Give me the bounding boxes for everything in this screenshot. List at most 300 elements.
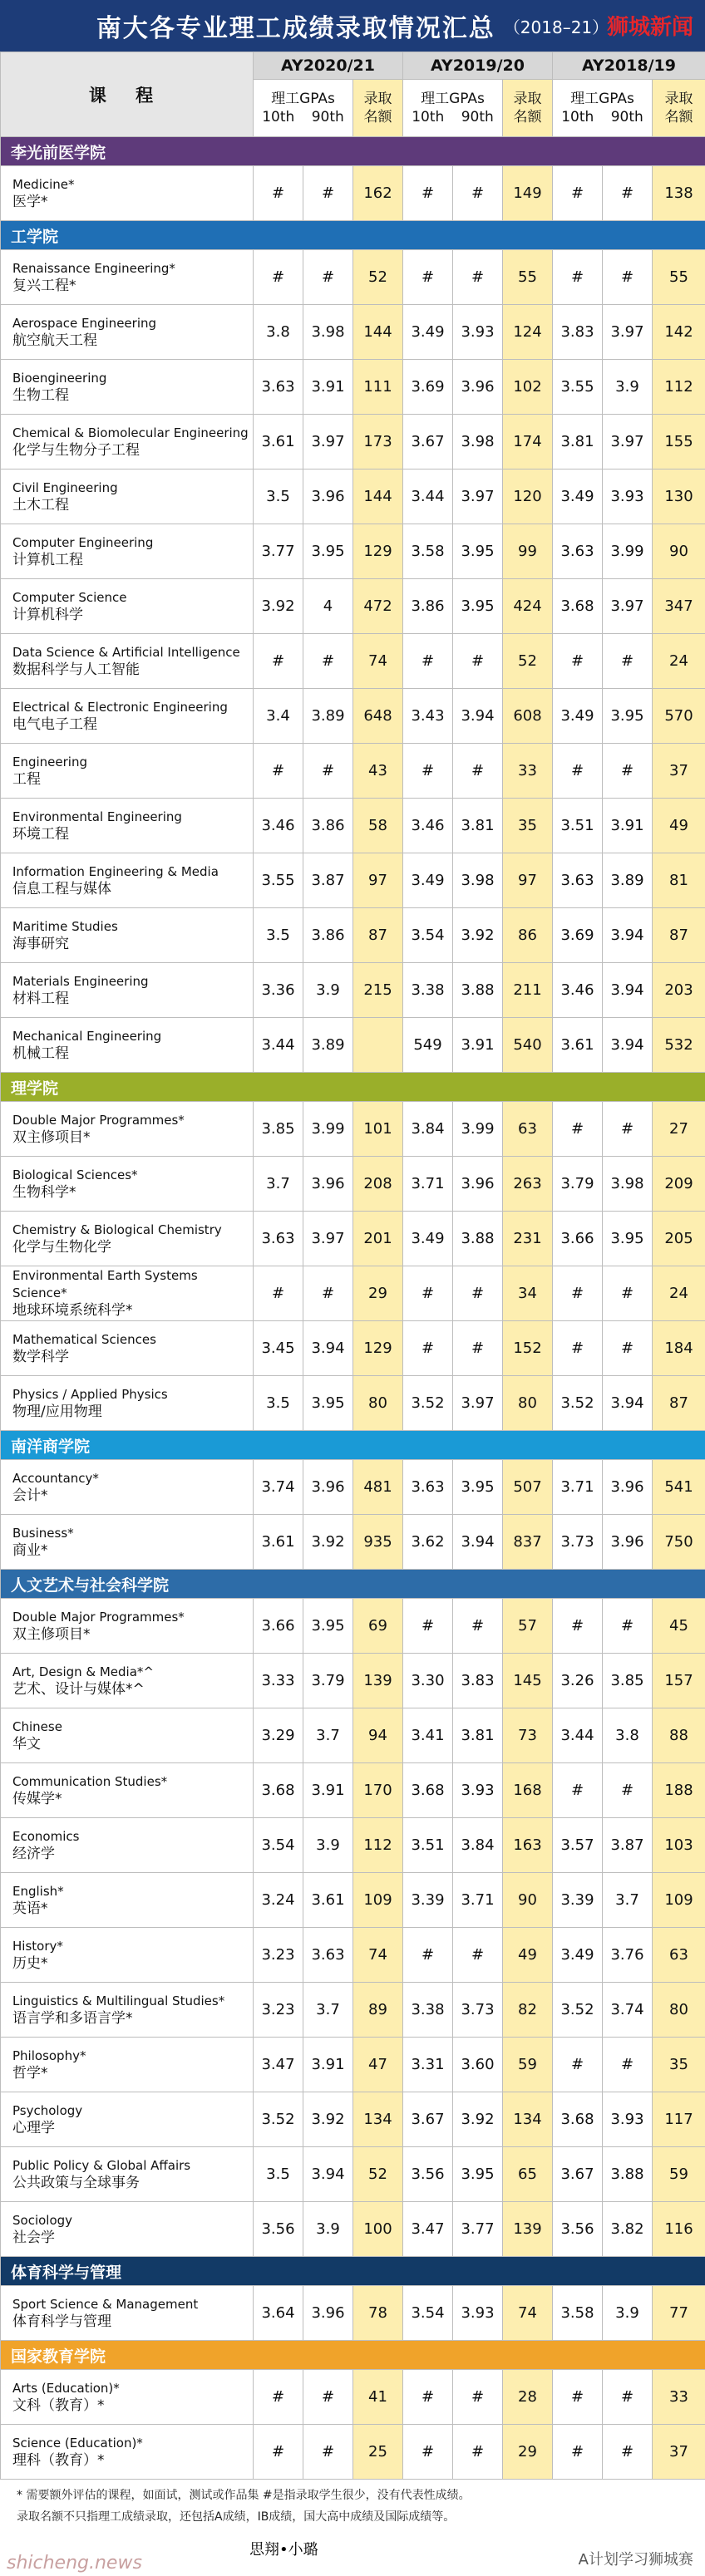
section-header-row xyxy=(1,2341,705,2370)
course-name-zh: 计算机科学 xyxy=(12,606,83,623)
gpa-10th-cell: 3.44 xyxy=(553,1708,603,1763)
table-row xyxy=(1,360,705,415)
gpa-10th-cell: 3.61 xyxy=(553,1018,603,1073)
course-name-en: Electrical & Electronic Engineering xyxy=(12,699,228,715)
gpa-90th-cell: 3.95 xyxy=(303,524,353,579)
gpa-90th-cell: 3.85 xyxy=(603,1654,653,1708)
gpa-90th-cell: 3.60 xyxy=(453,2038,503,2092)
quota-cell: 134 xyxy=(503,2092,553,2147)
gpa-90th-cell: 3.88 xyxy=(453,1212,503,1266)
quota-cell: 24 xyxy=(653,1266,705,1321)
course-name-en: Mechanical Engineering xyxy=(12,1028,162,1044)
course-name-zh: 海事研究 xyxy=(12,935,69,952)
quota-cell: 540 xyxy=(503,1018,553,1073)
gpa-10th-cell: # xyxy=(403,634,453,689)
course-name-en: Chemistry & Biological Chemistry xyxy=(12,1222,222,1237)
gpa-90th-cell: 3.9 xyxy=(303,2202,353,2257)
table-row xyxy=(1,1018,705,1073)
quota-cell: 472 xyxy=(353,579,403,634)
section-title: 国家教育学院 xyxy=(1,2341,705,2370)
gpa-10th-cell: 3.52 xyxy=(553,1376,603,1431)
gpa-90th-cell: 3.89 xyxy=(303,1018,353,1073)
gpa-90th-cell: 3.91 xyxy=(303,2038,353,2092)
course-name-cell xyxy=(1,1321,254,1376)
gpa-90th-cell: 3.96 xyxy=(303,1157,353,1212)
quota-cell: 25 xyxy=(353,2425,403,2480)
course-name-zh: 社会学 xyxy=(12,2229,55,2246)
gpa-10th-cell: 3.73 xyxy=(553,1515,603,1570)
gpa-90th-cell: 3.99 xyxy=(453,1102,503,1157)
gpa-10th-cell: 3.74 xyxy=(254,1460,303,1515)
quota-cell: 33 xyxy=(653,2370,705,2425)
quota-cell: 145 xyxy=(503,1654,553,1708)
course-name-zh: 会计* xyxy=(12,1487,48,1504)
course-name-en: Economics xyxy=(12,1828,80,1844)
course-name-cell xyxy=(1,1983,254,2038)
gpa-label: 理工GPAs xyxy=(570,91,634,107)
gpa-10th-cell: # xyxy=(254,1266,303,1321)
course-name-cell xyxy=(1,1102,254,1157)
gpa-90th-cell: # xyxy=(303,2425,353,2480)
gpa-90th-cell: 4 xyxy=(303,579,353,634)
course-name-cell xyxy=(1,166,254,221)
section-header-row xyxy=(1,221,705,250)
gpa-90th-cell: 3.96 xyxy=(303,469,353,524)
gpa-90th-cell: 3.98 xyxy=(453,853,503,908)
quota-cell: 209 xyxy=(653,1157,705,1212)
gpa-90th-cell: 3.61 xyxy=(303,1873,353,1928)
table-row xyxy=(1,799,705,853)
gpa-10th-cell: # xyxy=(403,2370,453,2425)
section-header-row xyxy=(1,2257,705,2286)
course-name-cell xyxy=(1,634,254,689)
table-row xyxy=(1,2425,705,2480)
table-row xyxy=(1,1983,705,2038)
quota-cell: 124 xyxy=(503,305,553,360)
gpa-10th-cell: 3.84 xyxy=(403,1102,453,1157)
quota-cell: 80 xyxy=(353,1376,403,1431)
footnote xyxy=(0,2480,705,2533)
gpa-10th-cell: 3.44 xyxy=(254,1018,303,1073)
gpa-10th-cell: 3.69 xyxy=(553,908,603,963)
ay-header-2021: AY2020/21 xyxy=(254,52,403,80)
quota-cell: 129 xyxy=(353,1321,403,1376)
gpa-90th-cell: 3.92 xyxy=(453,2092,503,2147)
gpa-10th-cell: 3.58 xyxy=(403,524,453,579)
gpa-10th-cell: 3.52 xyxy=(553,1983,603,2038)
quota-subheader xyxy=(653,80,705,137)
gpa-10th-cell: 3.63 xyxy=(553,524,603,579)
year-range: （2018–21） xyxy=(503,17,609,37)
course-name-en: Sociology xyxy=(12,2212,73,2228)
quota-cell: 541 xyxy=(653,1460,705,1515)
quota-cell: 80 xyxy=(503,1376,553,1431)
gpa-90th-cell: 3.95 xyxy=(453,1460,503,1515)
course-name-zh: 材料工程 xyxy=(12,990,69,1007)
gpa-10th-cell: 3.36 xyxy=(254,963,303,1018)
gpa-90th-cell: 3.9 xyxy=(303,963,353,1018)
gpa-10th-cell: 3.68 xyxy=(553,579,603,634)
quota-label-2: 名额 xyxy=(363,109,392,125)
gpa-90th-cell: # xyxy=(453,1928,503,1983)
gpa-10th-cell: 3.29 xyxy=(254,1708,303,1763)
course-name-en: Biological Sciences* xyxy=(12,1167,138,1182)
quota-cell: 57 xyxy=(503,1599,553,1654)
quota-cell: 63 xyxy=(503,1102,553,1157)
gpa-90th-cell: 3.79 xyxy=(303,1654,353,1708)
gpa-10th-cell: # xyxy=(553,2425,603,2480)
table-title-bar xyxy=(0,0,705,52)
gpa-10th-cell: # xyxy=(254,2425,303,2480)
gpa-10th-cell: 3.38 xyxy=(403,963,453,1018)
account-name: A计划学习狮城赛 xyxy=(578,2551,693,2569)
course-name-cell xyxy=(1,1376,254,1431)
gpa-90th-cell: 3.99 xyxy=(303,1102,353,1157)
quota-cell: 109 xyxy=(653,1873,705,1928)
section-header-row xyxy=(1,1073,705,1102)
quota-cell: 41 xyxy=(353,2370,403,2425)
course-name-cell xyxy=(1,744,254,799)
course-name-en: Chemical & Biomolecular Engineering xyxy=(12,425,249,440)
course-name-zh: 英语* xyxy=(12,1900,48,1917)
gpa-10th-cell: 3.46 xyxy=(553,963,603,1018)
quota-cell: 37 xyxy=(653,744,705,799)
course-name-cell xyxy=(1,2202,254,2257)
quota-cell: 97 xyxy=(353,853,403,908)
gpa-10th-cell: 3.31 xyxy=(403,2038,453,2092)
section-header-row xyxy=(1,1570,705,1599)
gpa-10th-cell: # xyxy=(553,744,603,799)
course-name-cell xyxy=(1,469,254,524)
course-name-zh: 化学与生物化学 xyxy=(12,1238,111,1256)
course-name-en: Physics / Applied Physics xyxy=(12,1386,168,1402)
table-row xyxy=(1,1763,705,1818)
course-name-zh: 传媒学* xyxy=(12,1790,62,1807)
table-row xyxy=(1,2147,705,2202)
gpa-10th-cell: 3.55 xyxy=(254,853,303,908)
gpa-10th-cell: 3.7 xyxy=(254,1157,303,1212)
quota-label-1: 录取 xyxy=(513,91,542,107)
quota-label-2: 名额 xyxy=(664,109,693,125)
course-name-zh: 哲学* xyxy=(12,2064,48,2082)
course-header: 课 程 xyxy=(1,52,254,137)
gpa-10th-cell: # xyxy=(553,1599,603,1654)
gpa-10th-cell: 3.33 xyxy=(254,1654,303,1708)
gpa-10th-cell: # xyxy=(553,634,603,689)
section-title: 理学院 xyxy=(1,1073,705,1102)
gpa-10th-cell: 3.56 xyxy=(403,2147,453,2202)
course-name-zh: 经济学 xyxy=(12,1845,55,1862)
quota-cell: 63 xyxy=(653,1928,705,1983)
table-body xyxy=(1,137,705,2480)
quota-cell: 78 xyxy=(353,2286,403,2341)
quota-cell: 97 xyxy=(503,853,553,908)
course-name-zh: 计算机工程 xyxy=(12,551,83,568)
table-row xyxy=(1,305,705,360)
quota-label-2: 名额 xyxy=(513,109,542,125)
gpa-10th-cell: 3.63 xyxy=(254,360,303,415)
gpa-90th-cell: # xyxy=(603,166,653,221)
quota-cell: 37 xyxy=(653,2425,705,2480)
quota-cell: 152 xyxy=(503,1321,553,1376)
gpa-90th-cell: # xyxy=(603,2038,653,2092)
gpa-90th-cell: 3.76 xyxy=(603,1928,653,1983)
gpa-90th-cell: 3.95 xyxy=(603,1212,653,1266)
course-name-zh: 生物科学* xyxy=(12,1183,76,1201)
quota-cell: 29 xyxy=(353,1266,403,1321)
gpa-90th-cell: 3.63 xyxy=(303,1928,353,1983)
gpa-10th-cell: 3.52 xyxy=(403,1376,453,1431)
gpa-10th-cell: 3.66 xyxy=(254,1599,303,1654)
quota-cell: 101 xyxy=(353,1102,403,1157)
course-name-en: Science (Education)* xyxy=(12,2435,143,2451)
percentile-90-label: 90th xyxy=(610,109,643,125)
gpa-90th-cell: # xyxy=(453,2370,503,2425)
gpa-10th-cell: 3.54 xyxy=(254,1818,303,1873)
quota-cell: 59 xyxy=(653,2147,705,2202)
gpa-90th-cell: 3.99 xyxy=(603,524,653,579)
quota-cell: 129 xyxy=(353,524,403,579)
gpa-10th-cell: # xyxy=(553,166,603,221)
gpa-90th-cell: 3.98 xyxy=(453,415,503,469)
gpa-90th-cell: 3.88 xyxy=(453,963,503,1018)
quota-cell: 49 xyxy=(653,799,705,853)
gpa-label: 理工GPAs xyxy=(271,91,335,107)
gpa-90th-cell: # xyxy=(603,1763,653,1818)
author-name: 思翔•小璐 xyxy=(249,2541,318,2559)
gpa-10th-cell: 3.62 xyxy=(403,1515,453,1570)
percentile-10-label: 10th xyxy=(262,109,295,125)
gpa-10th-cell: # xyxy=(553,1102,603,1157)
gpa-90th-cell: 3.98 xyxy=(303,305,353,360)
gpa-10th-cell: # xyxy=(553,1266,603,1321)
gpa-10th-cell: 3.81 xyxy=(553,415,603,469)
course-name-cell xyxy=(1,1018,254,1073)
course-name-zh: 语言学和多语言学* xyxy=(12,2009,133,2027)
quota-cell: 52 xyxy=(503,634,553,689)
quota-cell: 102 xyxy=(503,360,553,415)
course-name-en: Double Major Programmes* xyxy=(12,1112,185,1128)
course-name-zh: 地球环境系统科学* xyxy=(12,1302,133,1319)
gpa-90th-cell: 3.95 xyxy=(603,689,653,744)
gpa-10th-cell: 3.64 xyxy=(254,2286,303,2341)
gpa-90th-cell: 3.94 xyxy=(603,963,653,1018)
gpa-90th-cell: 3.91 xyxy=(603,799,653,853)
quota-cell: 80 xyxy=(653,1983,705,2038)
quota-cell: 507 xyxy=(503,1460,553,1515)
quota-cell: 74 xyxy=(353,1928,403,1983)
gpa-10th-cell: # xyxy=(403,1599,453,1654)
gpa-90th-cell: 3.96 xyxy=(603,1460,653,1515)
gpa-10th-cell: 3.61 xyxy=(254,1515,303,1570)
table-row xyxy=(1,1928,705,1983)
signature-bar xyxy=(0,2531,705,2576)
gpa-90th-cell: 3.96 xyxy=(603,1515,653,1570)
gpa-10th-cell: 3.49 xyxy=(553,689,603,744)
gpa-10th-cell: 3.24 xyxy=(254,1873,303,1928)
table-row xyxy=(1,1212,705,1266)
quota-cell: 74 xyxy=(503,2286,553,2341)
quota-cell: 144 xyxy=(353,305,403,360)
quota-cell: 570 xyxy=(653,689,705,744)
course-name-zh: 历史* xyxy=(12,1954,48,1972)
course-name-en: Accountancy* xyxy=(12,1470,99,1486)
gpa-10th-cell: 3.49 xyxy=(403,1212,453,1266)
gpa-90th-cell: 3.88 xyxy=(603,2147,653,2202)
gpa-10th-cell: 3.23 xyxy=(254,1928,303,1983)
quota-cell: 837 xyxy=(503,1515,553,1570)
gpa-90th-cell: 3.95 xyxy=(303,1599,353,1654)
gpa-90th-cell: 3.94 xyxy=(453,689,503,744)
table-row xyxy=(1,1818,705,1873)
percentile-90-label: 90th xyxy=(311,109,344,125)
gpa-90th-cell: # xyxy=(303,1266,353,1321)
quota-cell: 347 xyxy=(653,579,705,634)
gpa-10th-cell: 3.5 xyxy=(254,1376,303,1431)
gpa-10th-cell: # xyxy=(553,1763,603,1818)
gpa-10th-cell: 3.44 xyxy=(403,469,453,524)
ay-header-2020: AY2019/20 xyxy=(403,52,553,80)
quota-cell: 139 xyxy=(503,2202,553,2257)
quota-cell: 203 xyxy=(653,963,705,1018)
quota-cell: 35 xyxy=(653,2038,705,2092)
quota-cell: 112 xyxy=(653,360,705,415)
table-row xyxy=(1,908,705,963)
quota-cell: 73 xyxy=(503,1708,553,1763)
course-name-en: Bioengineering xyxy=(12,370,107,386)
quota-cell: 173 xyxy=(353,415,403,469)
gpa-10th-cell: # xyxy=(254,2370,303,2425)
course-name-zh: 物理/应用物理 xyxy=(12,1403,102,1420)
gpa-90th-cell: 3.87 xyxy=(603,1818,653,1873)
quota-cell: 205 xyxy=(653,1212,705,1266)
gpa-10th-cell: 3.5 xyxy=(254,469,303,524)
table-row xyxy=(1,524,705,579)
quota-cell: 184 xyxy=(653,1321,705,1376)
quota-cell: 142 xyxy=(653,305,705,360)
quota-cell: 144 xyxy=(353,469,403,524)
gpa-10th-cell: 3.83 xyxy=(553,305,603,360)
course-name-zh: 工程 xyxy=(12,770,41,788)
course-name-zh: 信息工程与媒体 xyxy=(12,880,111,897)
quota-cell: 211 xyxy=(503,963,553,1018)
course-name-cell xyxy=(1,799,254,853)
course-name-cell xyxy=(1,1266,254,1321)
quota-cell: 935 xyxy=(353,1515,403,1570)
quota-cell: 215 xyxy=(353,963,403,1018)
quota-cell: 88 xyxy=(653,1708,705,1763)
quota-cell: 201 xyxy=(353,1212,403,1266)
table-row xyxy=(1,744,705,799)
gpa-10th-cell: # xyxy=(553,2038,603,2092)
gpa-90th-cell: 3.81 xyxy=(453,1708,503,1763)
footnote-line-2: 录取名额不只指理工成绩录取，还包括A成绩，IB成绩，国大高中成绩及国际成绩等。 xyxy=(17,2510,456,2524)
quota-cell: 94 xyxy=(353,1708,403,1763)
section-title: 体育科学与管理 xyxy=(1,2257,705,2286)
table-row xyxy=(1,1266,705,1321)
gpa-10th-cell: 3.39 xyxy=(403,1873,453,1928)
quota-cell: 231 xyxy=(503,1212,553,1266)
gpa-90th-cell: 3.81 xyxy=(453,799,503,853)
gpa-10th-cell: 3.63 xyxy=(553,853,603,908)
quota-cell: 263 xyxy=(503,1157,553,1212)
gpa-10th-cell: 3.67 xyxy=(403,2092,453,2147)
quota-cell: 424 xyxy=(503,579,553,634)
course-name-cell xyxy=(1,1212,254,1266)
gpa-10th-cell: 3.92 xyxy=(254,579,303,634)
course-name-cell xyxy=(1,1654,254,1708)
table-row xyxy=(1,1873,705,1928)
table-row xyxy=(1,415,705,469)
quota-cell: 648 xyxy=(353,689,403,744)
gpa-90th-cell: 3.92 xyxy=(303,1515,353,1570)
gpa-90th-cell: 3.95 xyxy=(453,2147,503,2202)
quota-cell: 155 xyxy=(653,415,705,469)
quota-cell: 134 xyxy=(353,2092,403,2147)
footnote-line-1: * 需要额外评估的课程，如面试，测试或作品集 #是指录取学生很少，没有代表性成绩。 xyxy=(17,2489,471,2502)
quota-cell: 87 xyxy=(653,908,705,963)
gpa-10th-cell: # xyxy=(403,1928,453,1983)
course-name-cell xyxy=(1,305,254,360)
gpa-90th-cell: 3.9 xyxy=(603,360,653,415)
gpa-90th-cell: # xyxy=(603,2425,653,2480)
course-name-en: Medicine* xyxy=(12,176,75,192)
gpa-10th-cell: 3.56 xyxy=(553,2202,603,2257)
gpa-90th-cell: # xyxy=(303,2370,353,2425)
course-name-zh: 土木工程 xyxy=(12,496,69,514)
quota-cell: 111 xyxy=(353,360,403,415)
course-name-cell xyxy=(1,2092,254,2147)
gpa-90th-cell: # xyxy=(603,1599,653,1654)
gpa-10th-cell: # xyxy=(403,2425,453,2480)
quota-cell: 170 xyxy=(353,1763,403,1818)
gpa-10th-cell: 3.5 xyxy=(254,2147,303,2202)
gpa-10th-cell: 549 xyxy=(403,1018,453,1073)
course-name-en: Engineering xyxy=(12,754,87,769)
quota-cell: 52 xyxy=(353,2147,403,2202)
site-watermark: shicheng.news xyxy=(7,2553,142,2574)
gpa-10th-cell: 3.77 xyxy=(254,524,303,579)
admission-table xyxy=(0,52,705,2480)
section-title: 工学院 xyxy=(1,221,705,250)
gpa-90th-cell: 3.97 xyxy=(303,1212,353,1266)
course-name-cell xyxy=(1,250,254,305)
gpa-90th-cell: 3.9 xyxy=(303,1818,353,1873)
course-name-zh: 文科（教育）* xyxy=(12,2397,105,2414)
gpa-90th-cell: 3.96 xyxy=(453,1157,503,1212)
quota-cell: 149 xyxy=(503,166,553,221)
quota-cell: 29 xyxy=(503,2425,553,2480)
gpa-90th-cell: # xyxy=(453,634,503,689)
course-name-cell xyxy=(1,360,254,415)
course-name-cell xyxy=(1,2286,254,2341)
gpa-90th-cell: 3.97 xyxy=(603,579,653,634)
percentile-10-label: 10th xyxy=(561,109,594,125)
gpa-subheader xyxy=(403,80,503,137)
gpa-90th-cell: # xyxy=(453,1599,503,1654)
gpa-10th-cell: 3.63 xyxy=(254,1212,303,1266)
course-name-en: Double Major Programmes* xyxy=(12,1609,185,1625)
course-name-cell xyxy=(1,853,254,908)
gpa-10th-cell: # xyxy=(254,634,303,689)
table-row xyxy=(1,2092,705,2147)
gpa-90th-cell: # xyxy=(603,1266,653,1321)
gpa-90th-cell: 3.86 xyxy=(303,799,353,853)
gpa-90th-cell: 3.96 xyxy=(303,1460,353,1515)
table-row xyxy=(1,1376,705,1431)
gpa-subheader xyxy=(254,80,353,137)
gpa-10th-cell: 3.58 xyxy=(553,2286,603,2341)
